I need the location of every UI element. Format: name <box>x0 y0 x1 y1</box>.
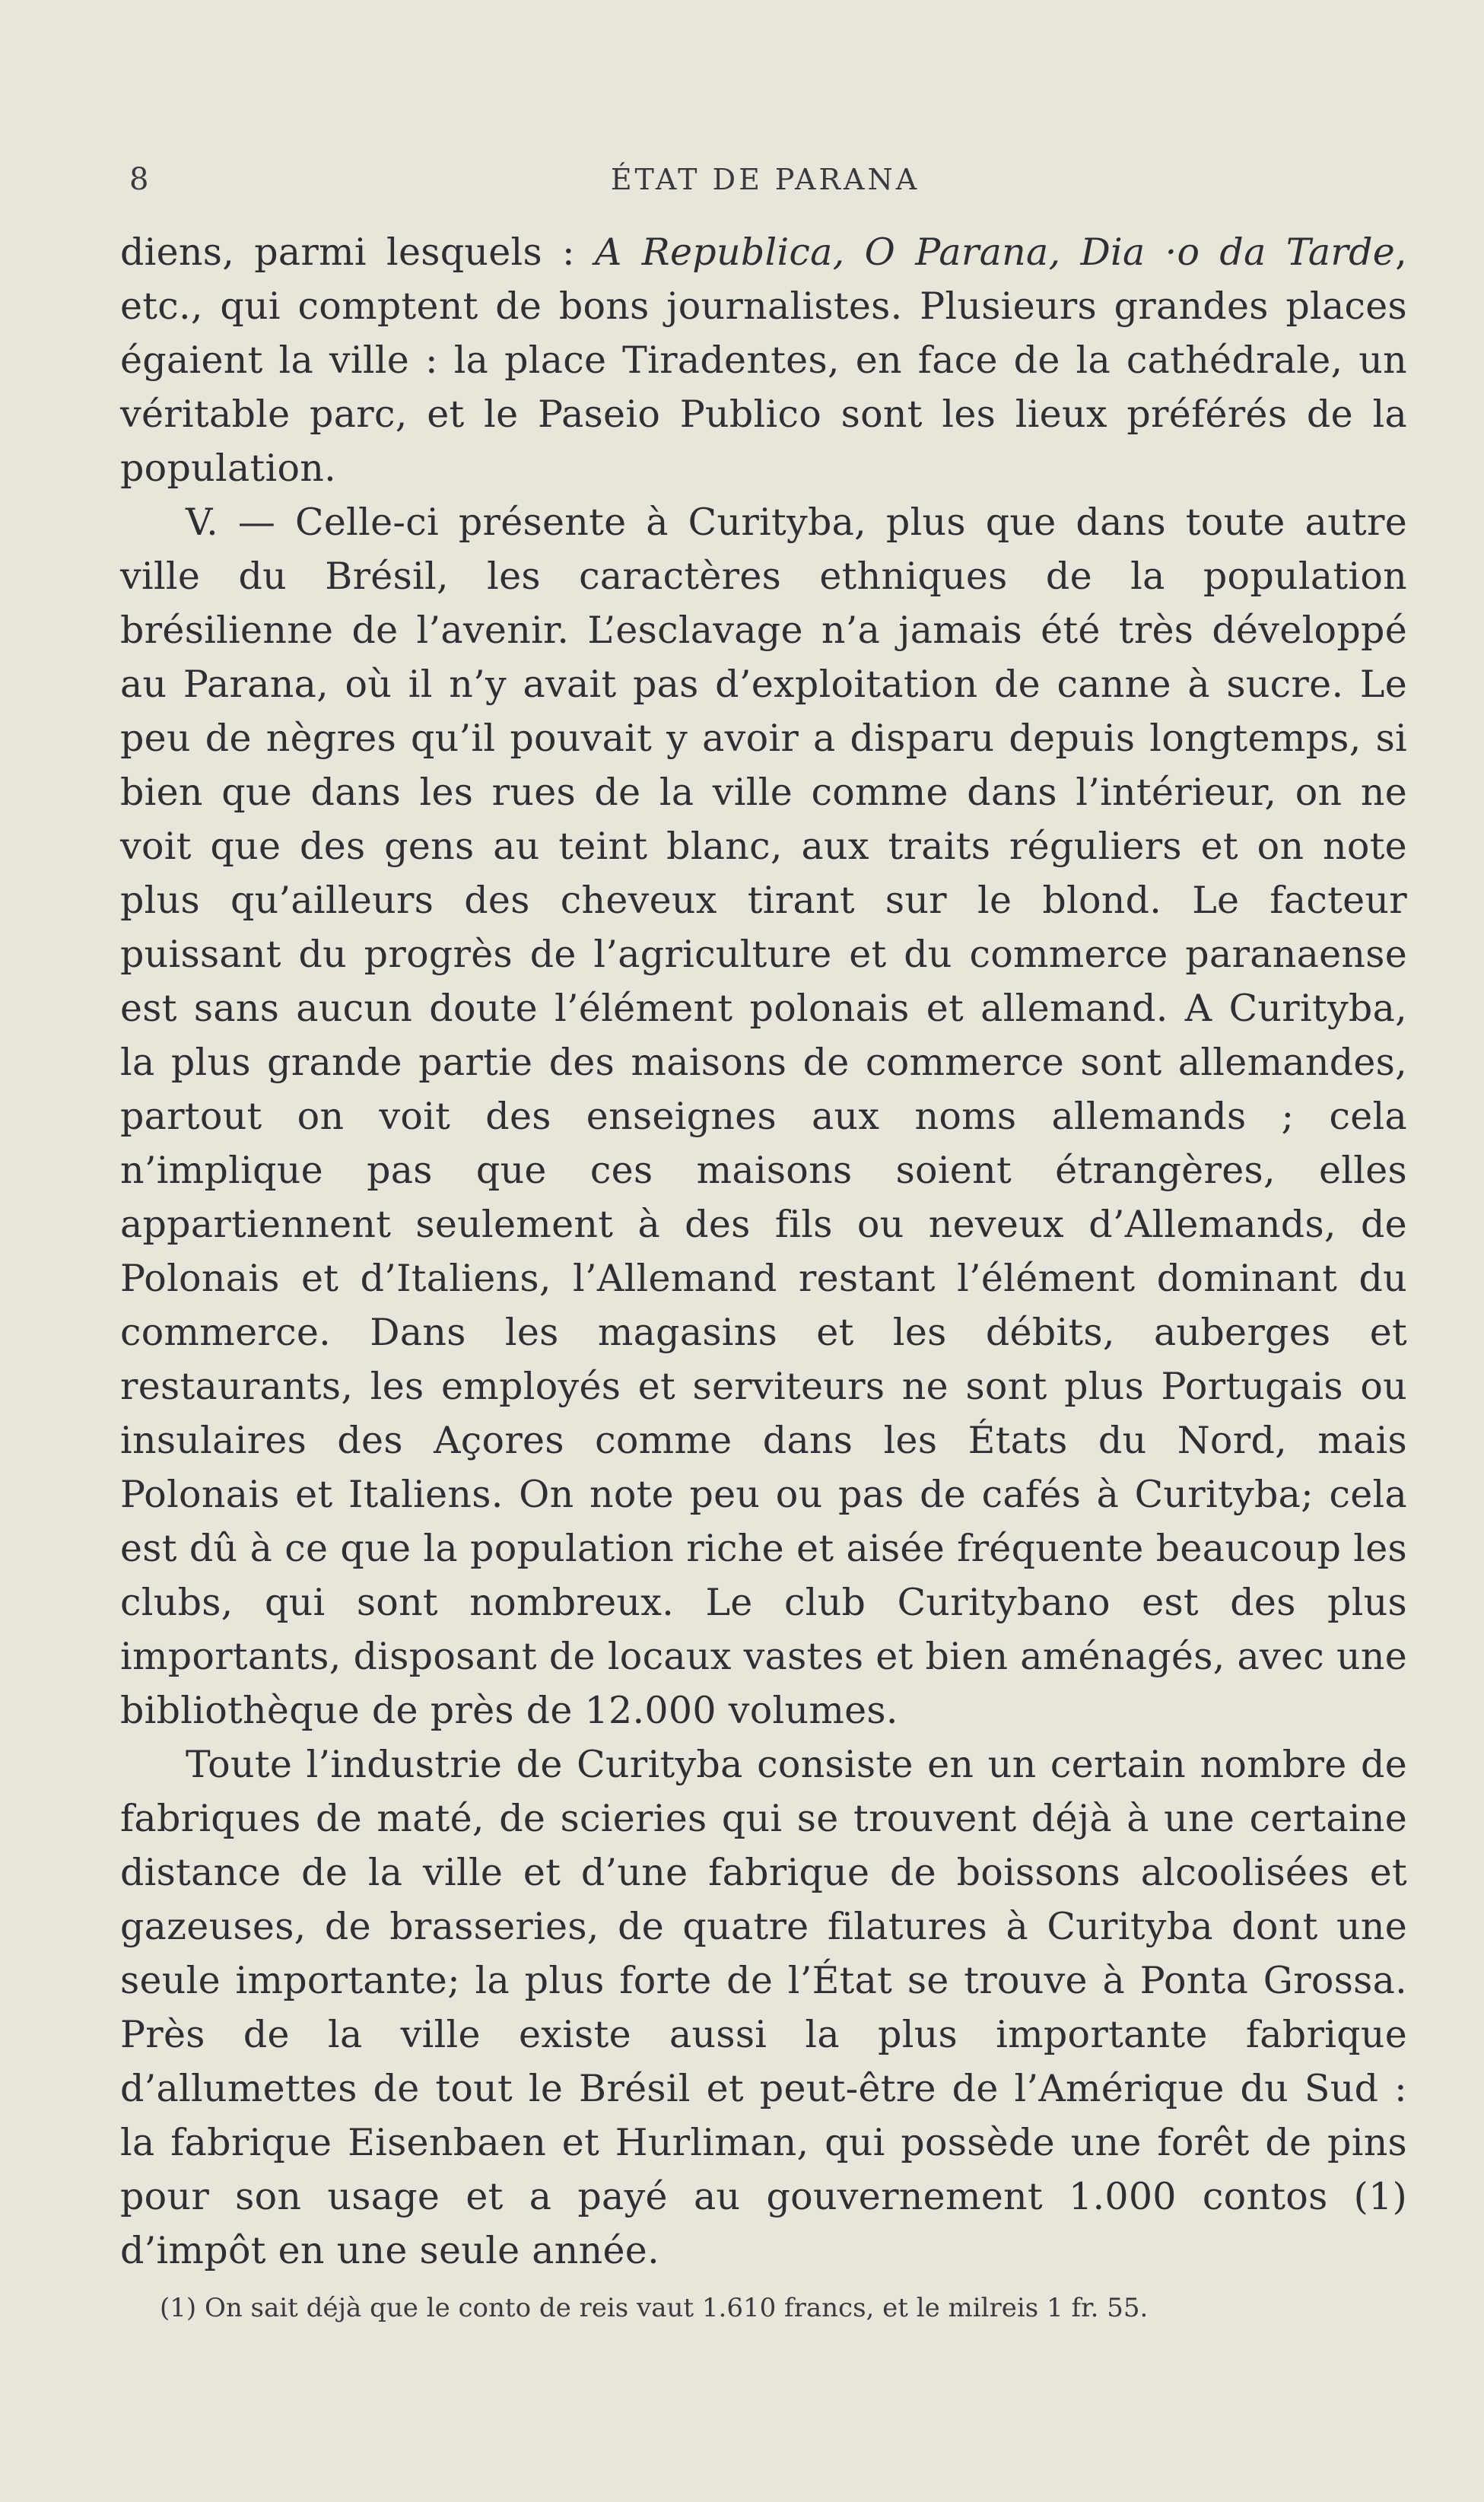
paragraph-3 <box>120 1737 1407 2278</box>
paragraph-2-text: V. — Celle-ci présente à Curityba, plus que dans toute autre ville du Brésil, les caractères ethniques de la population brésilienne de l’avenir. L’esclavage n’a jamais été très développé au Parana, où il n’y avait pas d’exploitation de canne à sucre. Le peu de nègres qu’il pouvait y avoir a disparu depuis longtemps, si bien que dans les rues de la ville comme dans l’intérieur, on ne voit que des gens au teint blanc, aux traits réguliers et on note plus qu’ailleurs des cheveux tirant sur le blond. Le facteur puissant du progrès de l’agriculture et du commerce paranaense est sans aucun doute l’élément polonais et allemand. A Curityba, la plus grande partie des maisons de commerce sont allemandes, partout on voit des enseignes aux noms allemands ; cela n’implique pas que ces maisons soient étrangères, elles appartiennent seulement à des fils ou neveux d’Allemands, de Polonais et d’Italiens, l’Allemand restant l’élément dominant du commerce. Dans les magasins et les débits, auberges et restaurants, les employés et serviteurs ne sont plus Portugais ou insulaires des Açores comme dans les États du Nord, mais Polonais et Italiens. On note peu ou pas de cafés à Curityba; cela est dû à ce que la population riche et aisée fréquente beaucoup les clubs, qui sont nombreux. Le club Curitybano est des plus importants, disposant de locaux vastes et bien aménagés, avec une bibliothèque de près de 12.000 volumes. <box>120 501 1407 1732</box>
body-text <box>120 225 1407 2278</box>
page-number: 8 <box>129 162 149 197</box>
running-title: ÉTAT DE PARANA <box>610 163 920 196</box>
paragraph-3-text: Toute l’industrie de Curityba consiste en un certain nombre de fabriques de maté, de scieries qui se trouvent déjà à une certaine distance de la ville et d’une fabrique de boissons alcoolisées et gazeuses, de brasseries, de quatre filatures à Curityba dont une seule importante; la plus forte de l’État se trouve à Ponta Grossa. Près de la ville existe aussi la plus importante fabrique d’allumettes de tout le Brésil et peut-être de l’Amérique du Sud : la fabrique Eisenbaen et Hurliman, qui possède une forêt de pins pour son usage et a payé au gouvernement 1.000 contos (1) d’impôt en une seule année. <box>120 1743 1407 2272</box>
paragraph-1-part-3: , etc., qui comptent de bons journalistes. Plusieurs grandes places égaient la ville : la place Tiradentes, en face de la cathédrale, un véritable parc, et le Paseio Publico sont les lieux préférés de la population. <box>120 230 1407 490</box>
newspaper-names: A Republica, O Parana, Dia ·o da Tarde <box>595 230 1396 274</box>
paragraph-1-part-1: diens, parmi lesquels : <box>120 230 595 274</box>
page-header <box>122 157 1409 202</box>
footnote: (1) On sait déjà que le conto de reis vaut 1.610 francs, et le milreis 1 fr. 55. <box>160 2293 1149 2323</box>
paragraph-1 <box>120 225 1407 495</box>
paragraph-2 <box>120 495 1407 1737</box>
